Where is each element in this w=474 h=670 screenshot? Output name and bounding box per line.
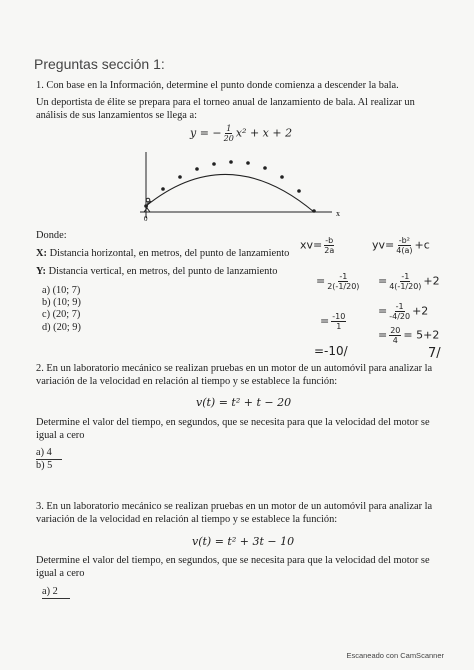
hw-step2-frac — [331, 312, 346, 331]
hw-r3-den: 4 — [392, 336, 398, 345]
hw-r3-num: 20 — [390, 326, 401, 335]
eq-denominator: 20 — [223, 134, 234, 143]
donde-label: Donde: — [36, 230, 67, 241]
hw-yv-frac — [396, 236, 412, 255]
q2-option-a[interactable]: a) 4 — [36, 447, 62, 460]
q3-equation: v(t) = t² + 3t − 10 — [192, 535, 295, 548]
hw-step3: =-10/ — [314, 344, 348, 358]
hw-r1: = $\frac{-1}{4(-1/20)}$ +2 — [378, 272, 440, 291]
hw-step1-den: 2(-1/20) — [327, 282, 360, 291]
question-2-prompt: Determine el valor del tiempo, en segundos, que se necesita para que la velocidad del motor se igual a cero — [36, 417, 430, 441]
hw-xv-label: xv= — [300, 238, 323, 252]
hw-r2-tail: +2 — [412, 304, 429, 318]
hw-r1-num: -1 — [401, 272, 410, 281]
eq-rest: x² + x + 2 — [235, 126, 293, 140]
x-def-text: Distancia horizontal, en metros, del punto de lanzamiento — [46, 248, 290, 259]
hw-yv-num: -b² — [398, 236, 410, 245]
parabola-curve — [146, 174, 314, 212]
question-1-context: Un deportista de élite se prepara para el torneo anual de lanzamiento de bala. Al realizar un análisis de sus lanzamientos se llega a: — [36, 97, 415, 121]
hw-xv — [300, 236, 336, 255]
hw-step1: = $\frac{-1}{2(-1/20)}$ — [316, 272, 360, 291]
eq-numerator: 1 — [226, 124, 232, 133]
trajectory-points — [144, 160, 316, 213]
hw-yv — [372, 236, 430, 255]
y-def-label: Y: — [36, 266, 47, 277]
q3-options — [42, 586, 70, 599]
question-3-text: 3. En un laboratorio mecánico se realizan pruebas en un motor de un automóvil para analizar la variación de la velocidad en relación al tiempo y se establece la función: — [36, 501, 433, 525]
hw-step1-frac — [327, 272, 359, 291]
hw-xv-frac — [324, 236, 334, 255]
hw-yv-den: 4(a) — [396, 246, 413, 255]
question-1-text: 1. Con base en la Información, determine el punto donde comienza a descender la bala. — [36, 80, 399, 91]
q3-option-a[interactable]: a) 2 — [42, 586, 70, 599]
hw-step2-den: 1 — [336, 322, 342, 331]
hw-r2-den: -4/20 — [389, 312, 411, 321]
q1-options — [42, 285, 81, 334]
q1-option-a[interactable]: a) (10; 7) — [42, 285, 81, 296]
hw-xv-den: 2a — [324, 246, 335, 255]
question-3-prompt: Determine el valor del tiempo, en segundos, que se necesita para que la velocidad del motor se igual a cero — [36, 555, 430, 579]
q1-option-b[interactable]: b) (10; 9) — [42, 297, 81, 309]
q2-options — [36, 447, 62, 472]
eq-fraction — [224, 124, 234, 143]
trajectory-graph — [136, 150, 346, 222]
y-def-text: Distancia vertical, en metros, del punto de lanzamiento — [46, 266, 278, 277]
hw-r1-frac — [389, 272, 421, 291]
hw-r2-num: -1 — [395, 302, 404, 311]
origin-label: 0 — [144, 215, 148, 222]
section-heading: Preguntas sección 1: — [34, 56, 165, 72]
hw-r1-tail: +2 — [423, 274, 440, 288]
q1-equation — [190, 124, 292, 143]
q2-option-b[interactable]: b) 5 — [36, 460, 53, 472]
x-definition — [36, 247, 296, 260]
hw-r3-tail: = 5+2 — [403, 328, 440, 342]
q2-equation: v(t) = t² + t − 20 — [196, 396, 292, 409]
hw-r3-frac — [389, 326, 401, 345]
hw-yv-tail: +c — [414, 238, 430, 252]
scanner-footer: Escaneado con CamScanner — [346, 651, 444, 660]
x-axis-label: x — [336, 209, 340, 218]
hw-final: 7/ — [428, 346, 441, 361]
hw-xv-num: -b — [325, 236, 334, 245]
hw-step2: = $\frac{-10}{1}$ — [320, 312, 346, 331]
hw-r2: = $\frac{-1}{-4/20}$ +2 — [378, 302, 429, 321]
hw-r1-den: 4(-1/20) — [389, 282, 422, 291]
hw-yv-label: yv= — [372, 238, 395, 252]
hw-step1-num: -1 — [339, 272, 348, 281]
q1-option-c[interactable]: c) (20; 7) — [42, 309, 81, 321]
q1-option-d[interactable]: d) (20; 9) — [42, 321, 81, 333]
hw-r2-frac — [389, 302, 410, 321]
x-def-label: X: — [36, 248, 47, 259]
y-definition — [36, 265, 296, 278]
hw-step2-num: -10 — [332, 312, 346, 321]
question-2-text: 2. En un laboratorio mecánico se realizan pruebas en un motor de un automóvil para analizar la variación de la velocidad en relación al tiempo y se establece la función: — [36, 363, 433, 387]
hw-r3: = $\frac{20}{4}$ = 5+2 — [378, 326, 440, 345]
eq-lhs: y = − — [190, 126, 222, 140]
